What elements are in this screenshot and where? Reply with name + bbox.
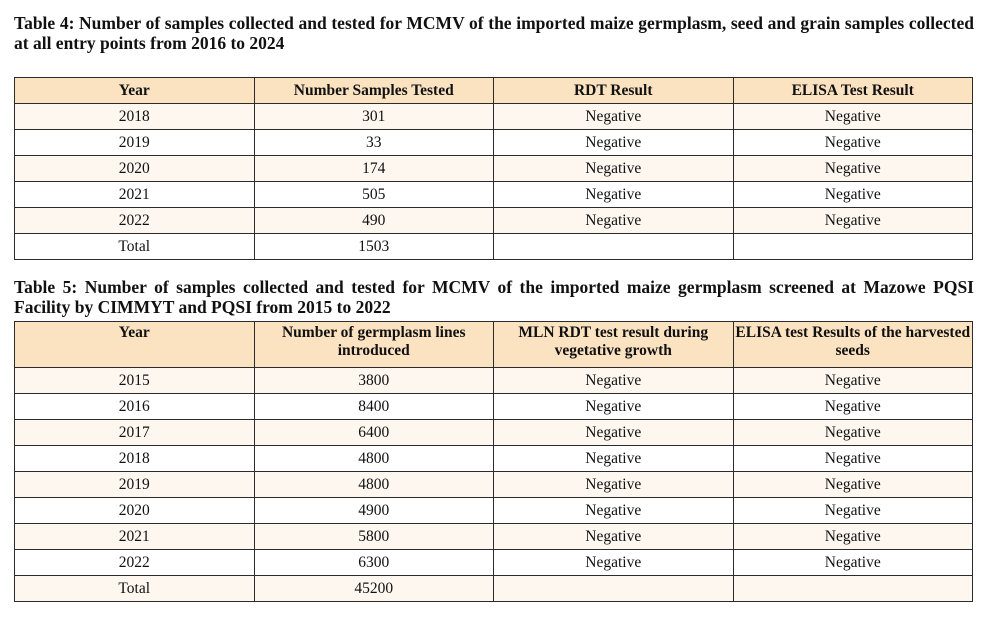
table-cell: 2022 — [15, 550, 255, 576]
column-header: Number Samples Tested — [254, 78, 494, 104]
table-cell: 4800 — [254, 446, 494, 472]
table-row — [15, 234, 973, 260]
table-row — [15, 420, 973, 446]
table-cell: 505 — [254, 182, 494, 208]
table-cell: Negative — [494, 104, 734, 130]
table-cell: Negative — [733, 524, 973, 550]
table-cell: 2021 — [15, 182, 255, 208]
table-cell: 6400 — [254, 420, 494, 446]
table-cell: 33 — [254, 130, 494, 156]
table-cell: 8400 — [254, 394, 494, 420]
table-cell: 2022 — [15, 208, 255, 234]
table-cell: Total — [15, 576, 255, 602]
column-header: Year — [15, 322, 255, 368]
table-cell: 2020 — [15, 498, 255, 524]
table-cell: 490 — [254, 208, 494, 234]
table-4-caption: Table 4: Number of samples collected and tested for MCMV of the imported maize germplasm, seed and grain samples collected at all entry points from 2016 to 2024 — [14, 13, 974, 53]
table-cell: 2019 — [15, 130, 255, 156]
table-row — [15, 576, 973, 602]
table-cell: Negative — [733, 156, 973, 182]
table-cell: Negative — [733, 394, 973, 420]
table-cell: 45200 — [254, 576, 494, 602]
table-4 — [14, 77, 973, 260]
table-cell: 6300 — [254, 550, 494, 576]
table-row — [15, 394, 973, 420]
table-row — [15, 156, 973, 182]
table-cell: Negative — [494, 498, 734, 524]
table-cell: Negative — [733, 130, 973, 156]
table-row — [15, 524, 973, 550]
table-row — [15, 368, 973, 394]
table-cell: Negative — [494, 420, 734, 446]
table-cell: 2017 — [15, 420, 255, 446]
table-cell: Total — [15, 234, 255, 260]
table-cell: Negative — [494, 156, 734, 182]
column-header: ELISA test Results of the harvested seeds — [733, 322, 973, 368]
table-cell: 2018 — [15, 104, 255, 130]
table-row — [15, 550, 973, 576]
table-4-header-row — [15, 78, 973, 104]
table-row — [15, 208, 973, 234]
column-header: Year — [15, 78, 255, 104]
table-cell: Negative — [733, 182, 973, 208]
table-cell: Negative — [733, 420, 973, 446]
table-cell: 2021 — [15, 524, 255, 550]
table-cell: 2018 — [15, 446, 255, 472]
table-cell: Negative — [733, 550, 973, 576]
table-5 — [14, 321, 973, 602]
table-cell: Negative — [494, 130, 734, 156]
column-header: MLN RDT test result during vegetative growth — [494, 322, 734, 368]
table-cell — [494, 576, 734, 602]
table-cell: Negative — [733, 104, 973, 130]
table-row — [15, 446, 973, 472]
table-cell: 2020 — [15, 156, 255, 182]
table-cell: 4800 — [254, 472, 494, 498]
table-5-header-row — [15, 322, 973, 368]
table-cell: Negative — [494, 446, 734, 472]
table-cell: Negative — [733, 368, 973, 394]
column-header: Number of germplasm lines introduced — [254, 322, 494, 368]
table-cell: 301 — [254, 104, 494, 130]
table-cell: Negative — [494, 550, 734, 576]
table-row — [15, 472, 973, 498]
table-cell: 5800 — [254, 524, 494, 550]
table-cell: 1503 — [254, 234, 494, 260]
column-header: ELISA Test Result — [733, 78, 973, 104]
column-header: RDT Result — [494, 78, 734, 104]
table-cell: Negative — [494, 394, 734, 420]
table-cell: 2016 — [15, 394, 255, 420]
table-cell — [733, 234, 973, 260]
table-cell: Negative — [733, 446, 973, 472]
table-row — [15, 104, 973, 130]
table-row — [15, 498, 973, 524]
table-cell: 2019 — [15, 472, 255, 498]
table-cell: Negative — [494, 472, 734, 498]
table-cell — [733, 576, 973, 602]
table-cell: Negative — [494, 524, 734, 550]
table-cell: Negative — [733, 498, 973, 524]
table-cell: 3800 — [254, 368, 494, 394]
table-row — [15, 182, 973, 208]
table-cell: Negative — [494, 208, 734, 234]
table-cell: 4900 — [254, 498, 494, 524]
table-cell: Negative — [733, 208, 973, 234]
table-cell: Negative — [494, 368, 734, 394]
table-cell: 2015 — [15, 368, 255, 394]
table-cell: Negative — [733, 472, 973, 498]
table-row — [15, 130, 973, 156]
table-cell: 174 — [254, 156, 494, 182]
table-cell — [494, 234, 734, 260]
table-cell: Negative — [494, 182, 734, 208]
table-5-caption: Table 5: Number of samples collected and tested for MCMV of the imported maize germplasm screened at Mazowe PQSI Facility by CIMMYT and PQSI from 2015 to 2022 — [14, 277, 974, 317]
